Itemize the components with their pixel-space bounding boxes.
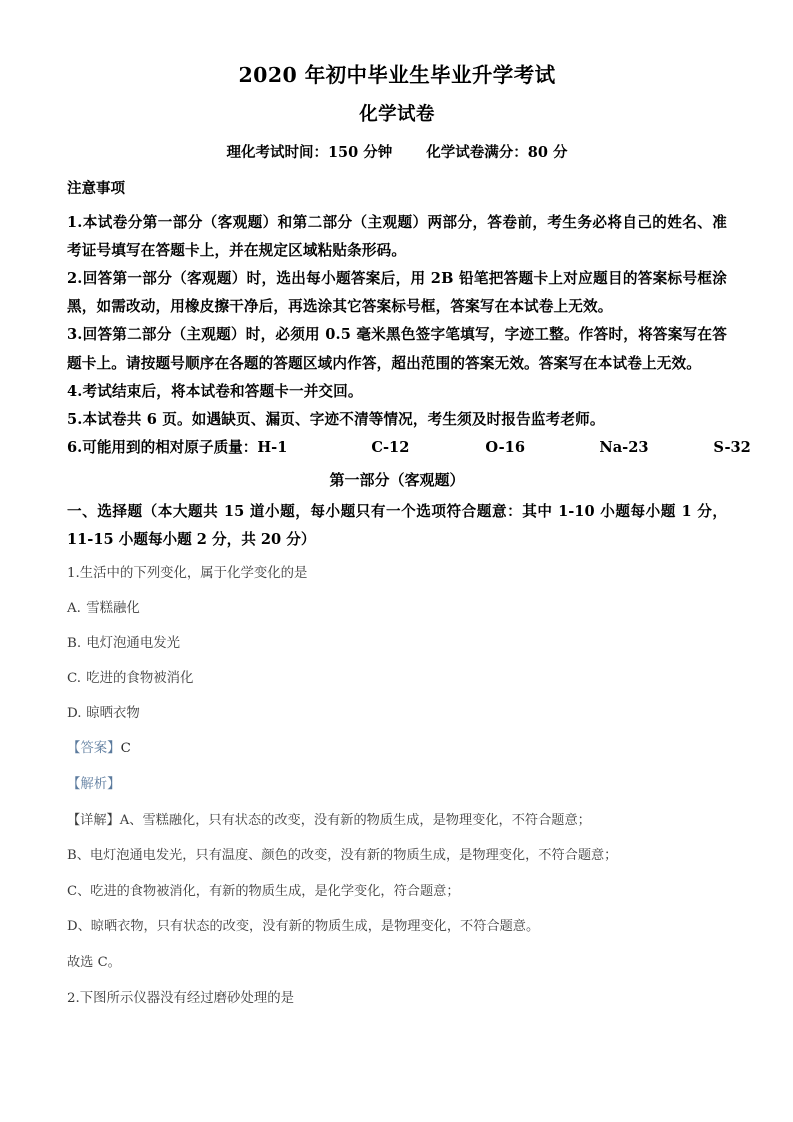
detail-tag: 【详解】 bbox=[67, 812, 120, 828]
notice-item-5: 5.本试卷共 6 页。如遇缺页、漏页、字迹不清等情况，考生须及时报告监考老师。 bbox=[67, 410, 605, 428]
option-text-a: 雪糕融化 bbox=[86, 601, 140, 617]
notice-item-2: 2.回答第一部分（客观题）时，选出每小题答案后，用 2B 铅笔把答题卡上对应题目的答案标号框涂黑，如需改动，用橡皮擦干净后，再选涂其它答案标号框，答案写在本试卷上无效。 bbox=[67, 270, 727, 316]
page-subtitle: 化学试卷 bbox=[359, 103, 435, 125]
option-letter-a: A. bbox=[67, 601, 81, 617]
notice-item-4: 4.考试结束后，将本试卷和答题卡一并交回。 bbox=[67, 382, 363, 400]
option-letter-d: D. bbox=[67, 705, 82, 721]
notice-item-1: 1.本试卷分第一部分（客观题）和第二部分（主观题）两部分，答卷前，考生务必将自己的姓名、准考证号填写在答题卡上，并在规定区域粘贴条形码。 bbox=[67, 213, 727, 259]
question-2-stem: 2.下图所示仪器没有经过磨砂处理的是 bbox=[67, 991, 295, 1007]
option-text-b: 电灯泡通电发光 bbox=[86, 635, 180, 651]
atomic-mass-s: S-32 bbox=[713, 438, 751, 456]
question-1-detail-b: B、电灯泡通电发光，只有温度、颜色的改变，没有新的物质生成，是物理变化，不符合题意； bbox=[67, 848, 618, 864]
page-title: 2020 年初中毕业生毕业升学考试 bbox=[238, 63, 556, 87]
notice-item-3: 3.回答第二部分（主观题）时，必须用 0.5 毫米黑色签字笔填写，字迹工整。作答时，将答案写在答题卡上。请按题号顺序在各题的答题区域内作答，超出范围的答案无效。答案写在本试卷上无效。 bbox=[67, 326, 727, 372]
question-1-detail-d: D、晾晒衣物，只有状态的改变，没有新的物质生成，是物理变化，不符合题意。 bbox=[67, 919, 540, 935]
atomic-mass-label: 6.可能用到的相对原子质量： bbox=[67, 438, 258, 456]
option-text-d: 晾晒衣物 bbox=[86, 705, 140, 721]
question-1-option-c[interactable] bbox=[67, 669, 727, 690]
analysis-tag: 【解析】 bbox=[67, 777, 121, 793]
question-1-detail-a bbox=[67, 811, 727, 831]
answer-value: C bbox=[120, 741, 131, 757]
exam-info-line bbox=[67, 143, 727, 163]
answer-tag: 【答案】 bbox=[67, 741, 121, 757]
question-1-answer-line bbox=[67, 739, 727, 760]
atomic-mass-o: O-16 bbox=[485, 438, 525, 456]
question-1-option-d[interactable] bbox=[67, 704, 727, 725]
option-letter-c: C. bbox=[67, 670, 82, 686]
option-letter-b: B. bbox=[67, 635, 82, 651]
option-text-c: 吃进的食物被消化 bbox=[86, 670, 194, 686]
question-1-option-b[interactable] bbox=[67, 634, 727, 655]
atomic-mass-c: C-12 bbox=[371, 438, 410, 456]
section-heading-multiple-choice: 一、选择题（本大题共 15 道小题，每小题只有一个选项符合题意：其中 1-10 小题每小题 1 分，11-15 小题每小题 2 分，共 20 分） bbox=[67, 503, 727, 549]
question-1-detail-c: C、吃进的食物被消化，有新的物质生成，是化学变化，符合题意； bbox=[67, 883, 460, 899]
question-1-analysis-line bbox=[67, 775, 727, 796]
question-1-conclusion: 故选 C。 bbox=[67, 954, 121, 970]
detail-text-a: A、雪糕融化，只有状态的改变，没有新的物质生成，是物理变化，不符合题意； bbox=[119, 812, 591, 828]
question-1-stem: 1.生活中的下列变化，属于化学变化的是 bbox=[67, 566, 308, 582]
exam-total-score-label: 化学试卷满分：80 分 bbox=[426, 143, 568, 161]
atomic-mass-na: Na-23 bbox=[599, 438, 649, 456]
part-one-header: 第一部分（客观题） bbox=[329, 471, 465, 490]
atomic-mass-h: H-1 bbox=[257, 438, 288, 456]
notice-item-6-atomic-masses bbox=[67, 434, 751, 462]
question-1-option-a[interactable] bbox=[67, 599, 727, 620]
notices-heading: 注意事项 bbox=[67, 179, 125, 197]
exam-time-label: 理化考试时间：150 分钟 bbox=[226, 143, 393, 161]
